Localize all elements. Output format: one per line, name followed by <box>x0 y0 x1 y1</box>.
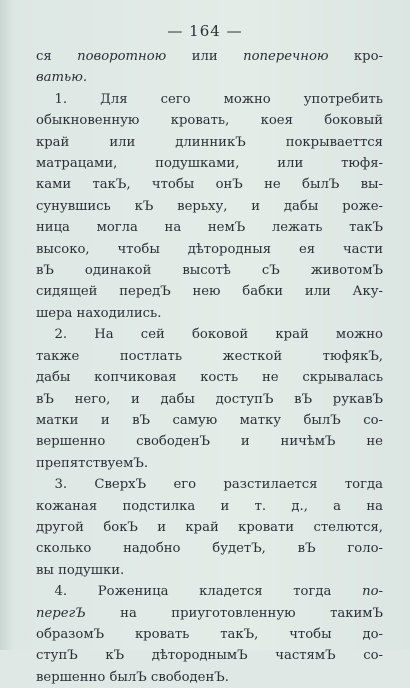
text-run: 2. На сей боковой край можно <box>54 327 383 343</box>
text-line <box>36 645 383 666</box>
text-line <box>36 110 383 131</box>
text-run: вершенно свободенЪ и ничѣмЪ не <box>36 434 383 450</box>
text-run: ками такЪ, чтобы онЪ не былЪ вы- <box>36 177 383 193</box>
text-run: матрацами, подушками, или тюфя- <box>36 156 383 172</box>
text-run: сунувшись кЪ верьху, и дабы роже- <box>36 198 383 214</box>
text-run: 1. Для сего можно употребить <box>54 91 383 107</box>
text-run: ступЪ кЪ дѣтороднымЪ частямЪ со- <box>36 648 383 664</box>
text-line <box>36 389 383 410</box>
text-run: ся <box>36 49 78 64</box>
text-run: дабы копчиковая кость не скрывалась <box>36 370 383 386</box>
italic-text-run: по- <box>362 584 383 600</box>
text-line <box>36 67 383 88</box>
text-run: сколько надобно будетЪ, вЪ голо- <box>36 541 383 557</box>
text-run: вершенно былЪ свободенЪ. <box>36 669 229 685</box>
text-line <box>36 132 383 153</box>
text-line <box>36 89 383 110</box>
text-run: на приуготовленную такимЪ <box>85 605 383 621</box>
text-run: ница могла на немЪ лежать такЪ <box>36 220 383 236</box>
text-line <box>36 46 383 67</box>
text-line <box>36 431 383 452</box>
text-run: обыкновенную кровать, коея боковый <box>36 113 383 129</box>
text-line <box>36 453 383 474</box>
italic-text-run: ватью. <box>36 70 88 86</box>
text-run: высоко, чтобы дѣтородныя ея части <box>36 241 383 257</box>
text-line <box>36 217 383 238</box>
text-run: матки и вЪ самую матку былЪ со- <box>36 412 383 428</box>
text-run: также постлать жесткой тюфякЪ, <box>36 348 383 364</box>
text-run: кожаная подстилка и т. д., а на <box>36 498 383 514</box>
text-line <box>36 538 383 559</box>
text-run: другой бокЪ и край кровати стелются, <box>36 519 383 535</box>
text-line <box>36 260 383 281</box>
text-line <box>36 174 383 195</box>
text-run: или <box>166 49 244 64</box>
text-run: шера находились. <box>36 305 162 321</box>
text-run: 4. Роженица кладется тогда <box>54 584 363 600</box>
text-line <box>36 581 383 602</box>
text-line <box>36 410 383 431</box>
text-line <box>36 560 383 581</box>
text-line <box>36 517 383 538</box>
text-run: образомЪ кровать такЪ, чтобы до- <box>36 626 383 642</box>
text-line <box>36 367 383 388</box>
text-line <box>36 239 383 260</box>
text-line <box>36 196 383 217</box>
text-run: вЪ одинакой высотѣ сЪ животомЪ <box>36 263 383 279</box>
text-line <box>36 474 383 495</box>
text-run: 3. СверхЪ его разстилается тогда <box>54 477 383 493</box>
text-run: препятствуемЪ. <box>36 455 149 471</box>
text-run: кро- <box>328 49 383 64</box>
italic-text-run: поворотною <box>77 49 167 64</box>
text-run: край или длинникЪ покрываеттся <box>36 134 383 150</box>
page-number: — 164 — <box>167 22 243 40</box>
text-line <box>36 624 383 645</box>
text-line <box>36 603 383 624</box>
italic-text-run: поперечною <box>243 49 329 64</box>
text-line <box>36 496 383 517</box>
body-text <box>36 46 383 688</box>
text-line <box>36 153 383 174</box>
text-line <box>36 303 383 324</box>
text-run: вы подушки. <box>36 562 125 578</box>
text-line <box>36 346 383 367</box>
text-line <box>36 281 383 302</box>
italic-text-run: перегЪ <box>36 605 86 621</box>
text-line <box>36 324 383 345</box>
text-run: вЪ него, и дабы доступЪ вЪ рукавЪ <box>36 391 383 407</box>
text-run: сидящей передЪ нею бабки или Аку- <box>36 284 383 300</box>
text-line <box>36 667 383 688</box>
